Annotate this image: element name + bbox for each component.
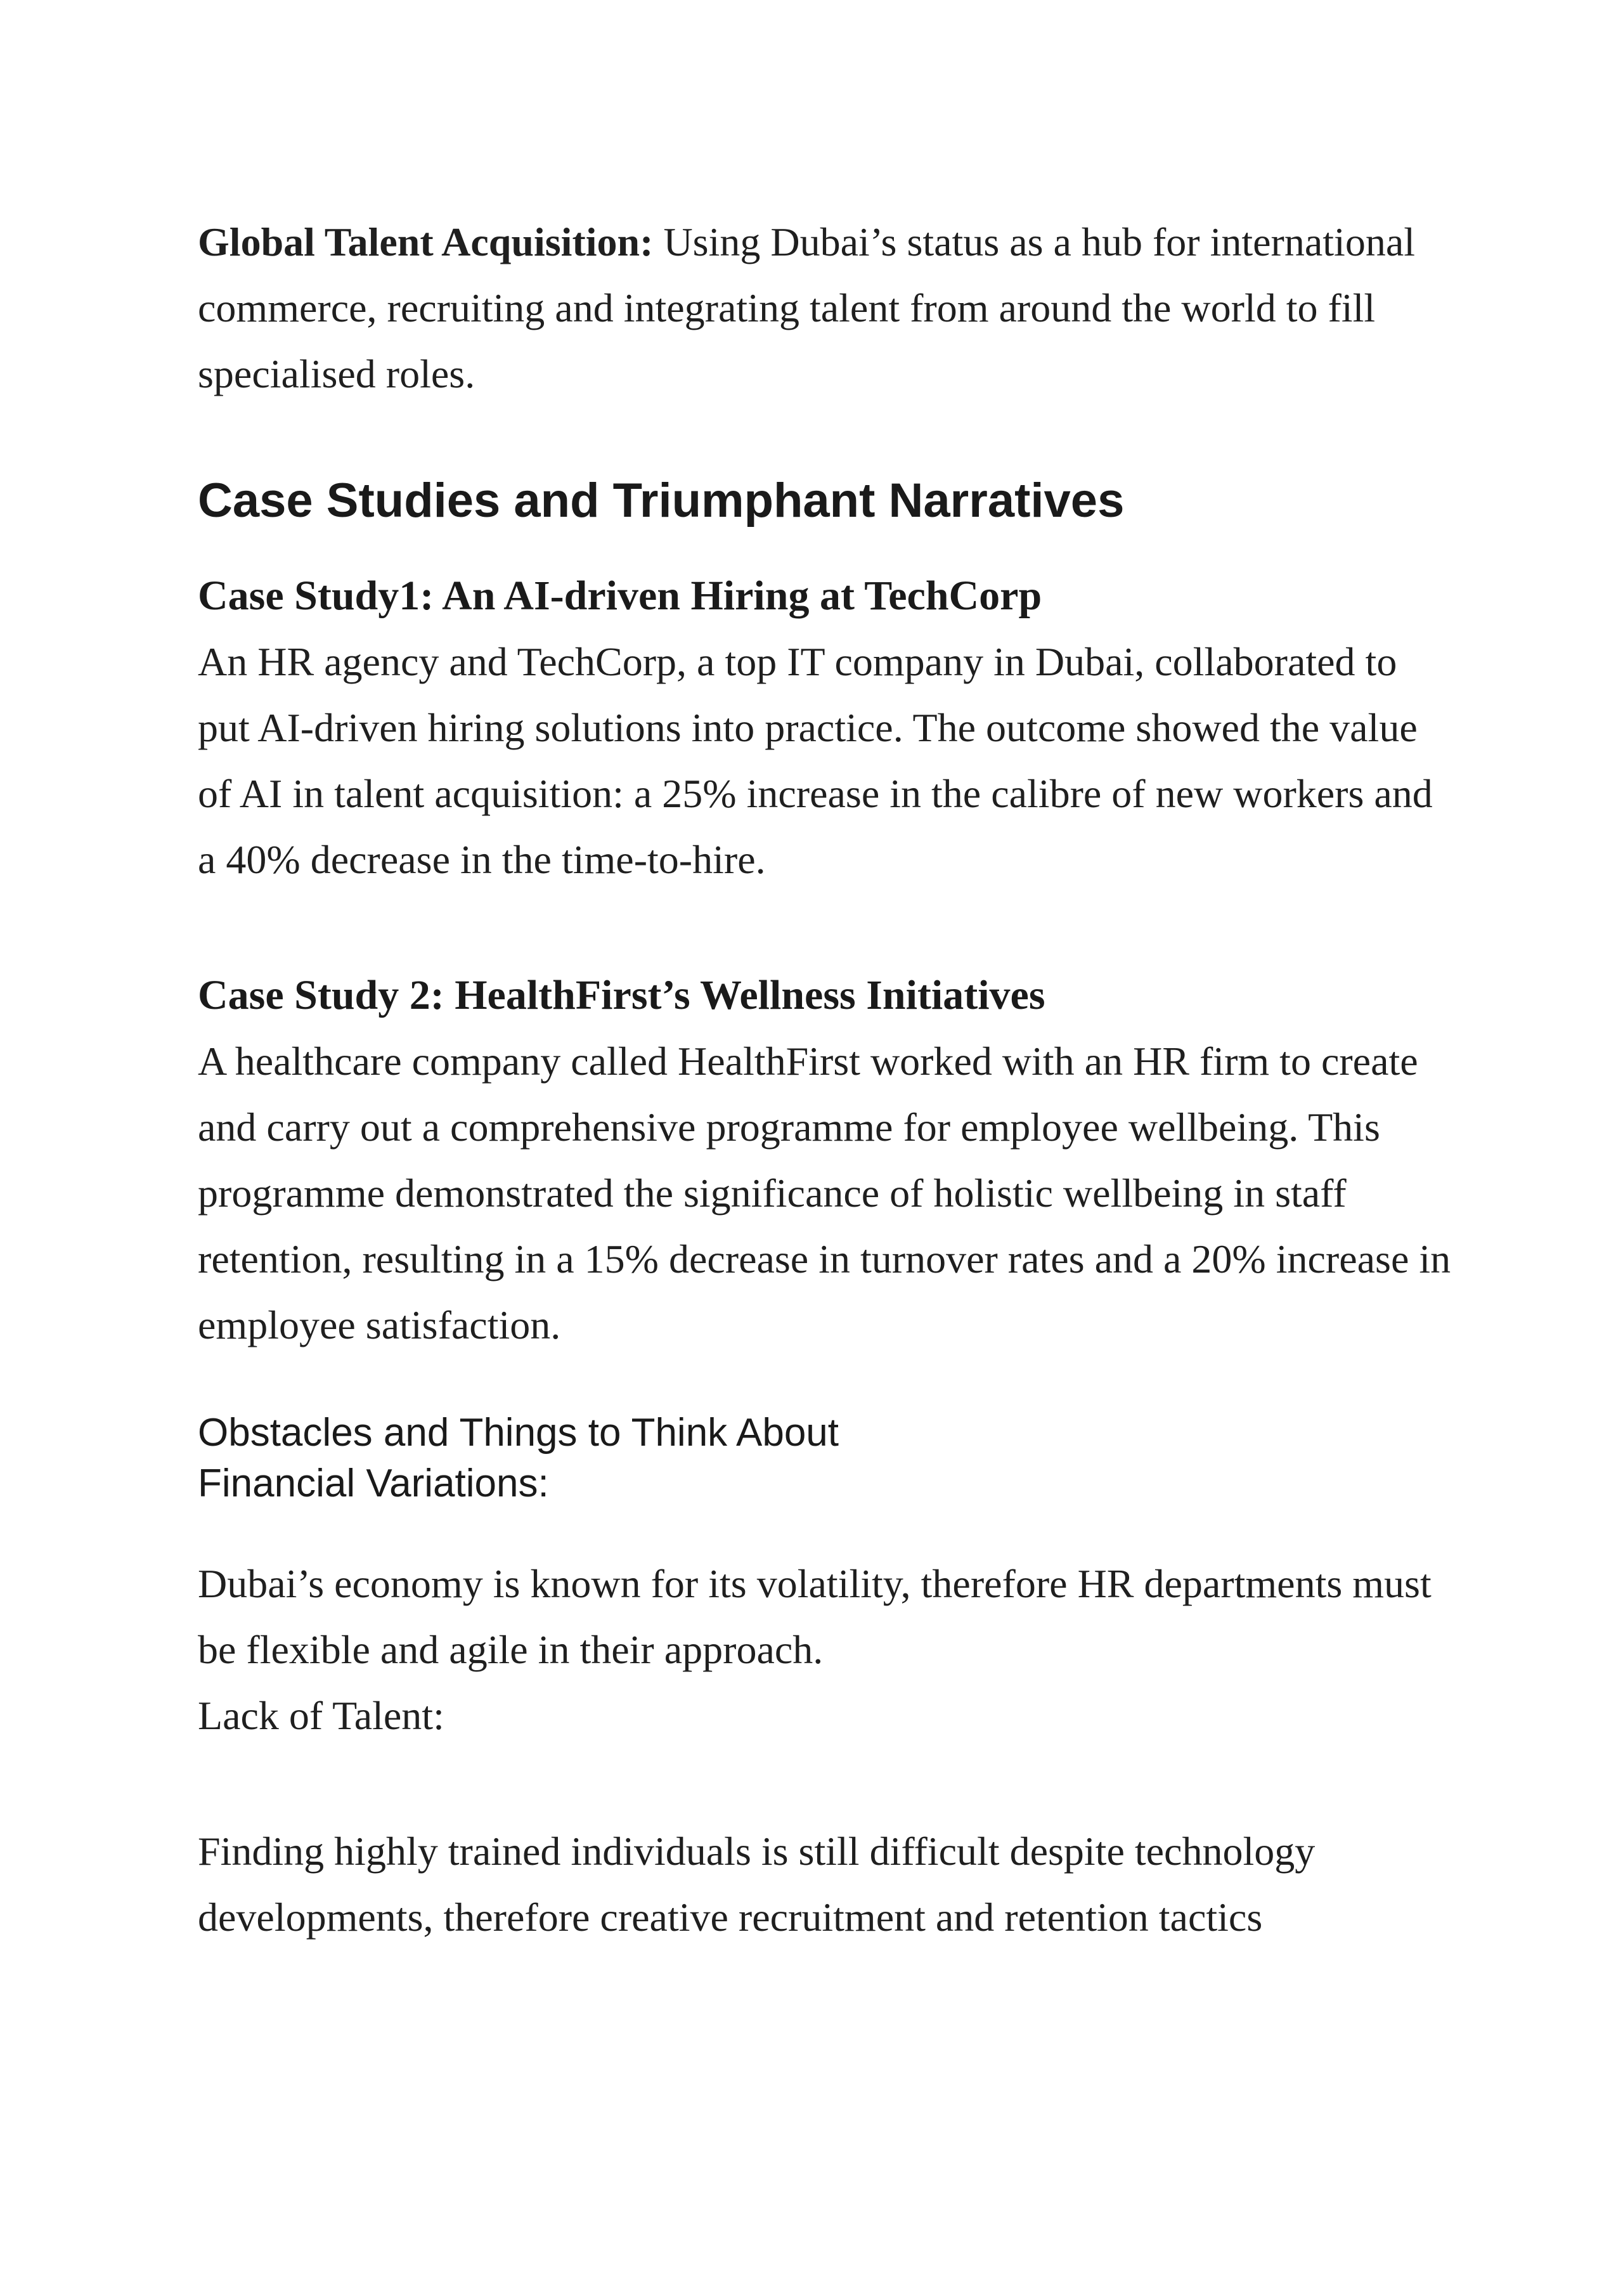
talent-acquisition-paragraph: [198, 209, 1453, 407]
obstacles-heading: Obstacles and Things to Think About: [198, 1411, 839, 1455]
case-study-1-body: An HR agency and TechCorp, a top IT company in Dubai, collaborated to put AI-driven hiring solutions into practice. The outcome showed the value of AI in talent acquisition: a 25% increase in the calibre of new workers and a 40% decrease in the time-to-hire.: [198, 639, 1433, 882]
document-page: [198, 209, 1453, 1950]
lack-of-talent-text: Finding highly trained individuals is still difficult despite technology developments, therefore creative recruitment and retention tactics: [198, 1829, 1316, 1940]
obstacles-header-block: [198, 1408, 1453, 1509]
financial-variations-text: Dubai’s economy is known for its volatility, therefore HR departments must be flexible and agile in their approach.: [198, 1561, 1432, 1672]
financial-variations-label: Financial Variations:: [198, 1462, 549, 1505]
lack-of-talent-label: Lack of Talent:: [198, 1693, 444, 1738]
case-studies-heading: Case Studies and Triumphant Narratives: [198, 474, 1125, 528]
case-study-1-title: Case Study1: An AI-driven Hiring at TechCorp: [198, 573, 1042, 619]
case-study-2-body: A healthcare company called HealthFirst worked with an HR firm to create and carry out a comprehensive programme for employee wellbeing. This programme demonstrated the significance of holistic wellbeing in staff retention, resulting in a 15% decrease in turnover rates and a 20% increase in employee satisfaction.: [198, 1039, 1451, 1347]
talent-acquisition-text: Using Dubai’s status as a hub for international commerce, recruiting and integrating talent from around the world to fill specialised roles.: [198, 219, 1415, 396]
case-study-2-title: Case Study 2: HealthFirst’s Wellness Initiatives: [198, 972, 1045, 1018]
talent-acquisition-label: Global Talent Acquisition:: [198, 219, 654, 264]
